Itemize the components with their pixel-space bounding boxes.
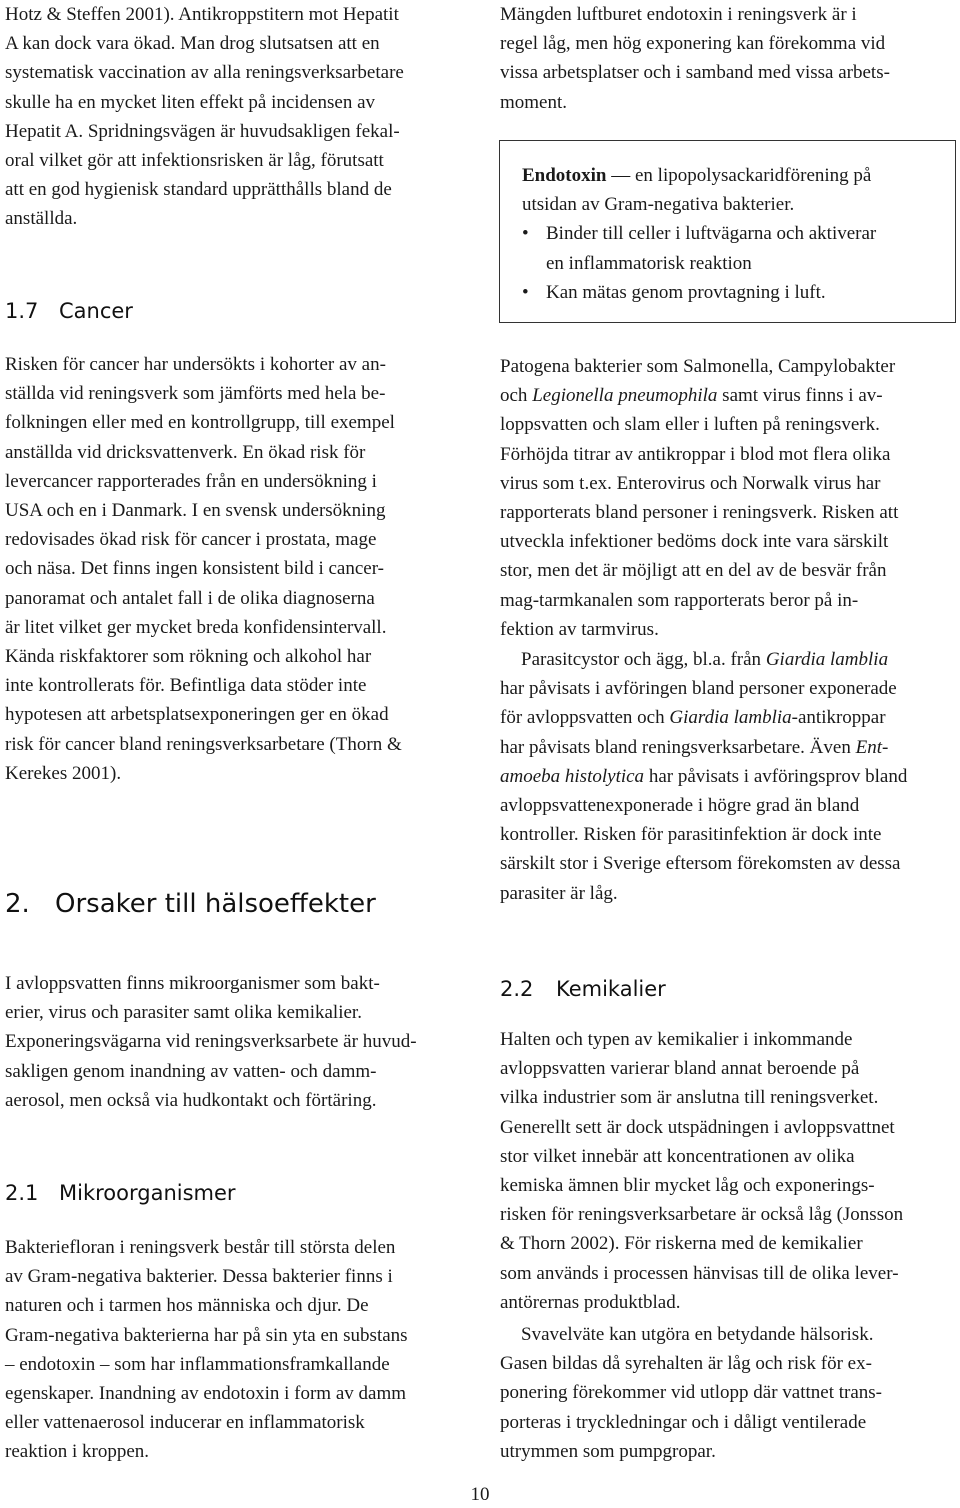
parasit-italic-1: Giardia lamblia — [765, 649, 889, 670]
parasit-text-1: Parasitcystor och ägg, bl.a. från — [521, 649, 766, 670]
parasit-text-2: har påvisats i avföringen bland personer exponerade för avloppsvatten och — [500, 678, 897, 729]
mikroorganismer-paragraph: Bakteriefloran i reningsverk består till största delen av Gram-negativa bakterier. Dessa bakterier finns i naturen och i tarmen hos människa och djur. De Gram-negativa bakterierna har på sin yta en substans – endotoxin – som har inflammationsframkallande egenskaper. Inandning av endotoxin i form av damm eller vattenaerosol inducerar en inflammatorisk reaktion i kroppen. — [5, 1237, 408, 1463]
endotoxin-paragraph: Mängden luftburet endotoxin i reningsverk är i regel låg, men hög exponering kan förekomma vid vissa arbetsplatser och i samband med vissa arbets- moment. — [500, 4, 890, 113]
section-title: Orsaker till hälsoeffekter — [55, 889, 376, 919]
section-number: 1.7 — [5, 299, 39, 323]
page-number: 10 — [470, 1484, 490, 1505]
factbox-bullet-text: Kan mätas genom provtagning i luft. — [546, 281, 826, 303]
svavelvate-paragraph: Svavelväte kan utgöra en betydande hälsorisk. Gasen bildas då syrehalten är låg och risk för ex- ponering förekommer vid utlopp där vattnet trans- porteras i tryckledningar och i dåligt ventilerade utrymmen som pumpgropar. — [500, 1324, 883, 1462]
parasit-italic-2: Giardia lamblia — [669, 707, 792, 729]
factbox-term: Endotoxin — [522, 165, 607, 186]
factbox-definition-line2: utsidan av Gram-negativa bakterier. — [522, 194, 795, 216]
parasit-text-3: -antikroppar har påvisats bland reningsverksarbetare. Även — [500, 707, 886, 758]
factbox-bullet-item — [522, 219, 935, 277]
factbox-definition — [522, 161, 935, 190]
bullet-icon: • — [522, 223, 529, 245]
section-number: 2.1 — [5, 1181, 39, 1205]
cancer-paragraph: Risken för cancer har undersökts i kohorter av an- ställda vid reningsverk som jämförts med hela be- folkningen eller med en kontrollgrupp, till exempel anställda vid dricksvattenverk. En ökad risk för levercancer rapporterades från en undersökning i USA och en i Danmark. I en svensk undersökning redovisades ökad risk för cancer i prostata, mage och näsa. Det finns ingen konsistent bild i cancer- panoramat och antalet fall i de olika diagnoserna är litet vilket ger mycket breda konfidensintervall. Kända riskfaktorer som rökning och alkohol har inte kontrollerats för. Befintliga data stöder inte hypotesen att arbetsplatsexponeringen ger en ökad risk för cancer bland reningsverksarbetare (Thorn & Kerekes 2001). — [5, 354, 402, 784]
factbox-bullet-text: Binder till celler i luftvägarna och aktiverar en inflammatorisk reaktion — [546, 223, 877, 274]
orsaker-paragraph: I avloppsvatten finns mikroorganismer som bakt- erier, virus och parasiter samt olika kemikalier. Exponeringsvägarna vid reningsverksarbete är huvud- sakligen genom inandning av vatten- och damm- aerosol, men också via hudkontakt och förtäring. — [5, 973, 417, 1111]
patogena-italic-species: Legionella pneumophila — [532, 385, 718, 407]
section-title: Mikroorganismer — [59, 1181, 236, 1205]
factbox-bullet-item — [522, 278, 935, 307]
section-heading-2-1 — [5, 1179, 236, 1207]
section-heading-2-2 — [500, 975, 666, 1003]
parasit-text-4: har påvisats i avföringsprov bland avloppsvattenexponerade i högre grad än bland kontroller. Risken för parasitinfektion är dock inte särskilt stor i Sverige eftersom förekomsten av dessa parasiter är låg. — [500, 765, 908, 904]
section-heading-1-7 — [5, 297, 133, 325]
section-title: Kemikalier — [556, 977, 666, 1001]
endotoxin-factbox — [499, 140, 956, 323]
factbox-definition-line1: — en lipopolysackaridförening på — [606, 165, 872, 186]
patogena-paragraph — [500, 352, 958, 644]
section-number: 2. — [5, 889, 30, 919]
section-number: 2.2 — [500, 977, 534, 1001]
section-title: Cancer — [59, 299, 133, 323]
section-heading-2 — [5, 890, 376, 918]
parasit-italic-3: Ent- amoeba histolytica — [500, 736, 889, 787]
patogena-text-1: Patogena bakterier som Salmonella, Campylobakter och — [500, 356, 896, 407]
bullet-icon: • — [522, 281, 529, 303]
kemikalier-paragraph: Halten och typen av kemikalier i inkommande avloppsvatten varierar bland annat beroende på vilka industrier som är anslutna till reningsverket. Generellt sett är dock utspädningen i avloppsvattnet stor vilket innebär att koncentrationen av olika kemiska ämnen blir mycket låg och exponerings- risken för reningsverksarbetare är också låg (Jonsson & Thorn 2002). För riskerna med de kemikalier som används i processen hänvisas till de olika lever- antörernas produktblad. — [500, 1029, 904, 1313]
hepatit-paragraph: Hotz & Steffen 2001). Antikroppstitern mot Hepatit A kan dock vara ökad. Man drog slutsatsen att en systematisk vaccination av alla reningsverksarbetare skulle ha en mycket liten effekt på incidensen av Hepatit A. Spridningsvägen är huvudsakligen fekal- oral vilket gör att infektionsrisken är låg, förutsatt att en god hygienisk standard upprätthålls bland de anställda. — [5, 4, 404, 230]
factbox-bullet-list — [522, 219, 935, 307]
patogena-text-2: samt virus finns i av- loppsvatten och slam eller i luften på reningsverk. Förhöjda titrar av antikroppar i blod mot flera olika virus som t.ex. Enterovirus och Norwalk virus har rapporterats bland personer i reningsverk. Risken att utveckla infektioner bedöms dock inte vara särskilt stor, men det är möjligt att en del av de besvär från mag-tarmkanalen som rapporterats beror på in- fektion av tarmvirus. — [500, 385, 899, 640]
parasit-paragraph — [500, 645, 958, 908]
